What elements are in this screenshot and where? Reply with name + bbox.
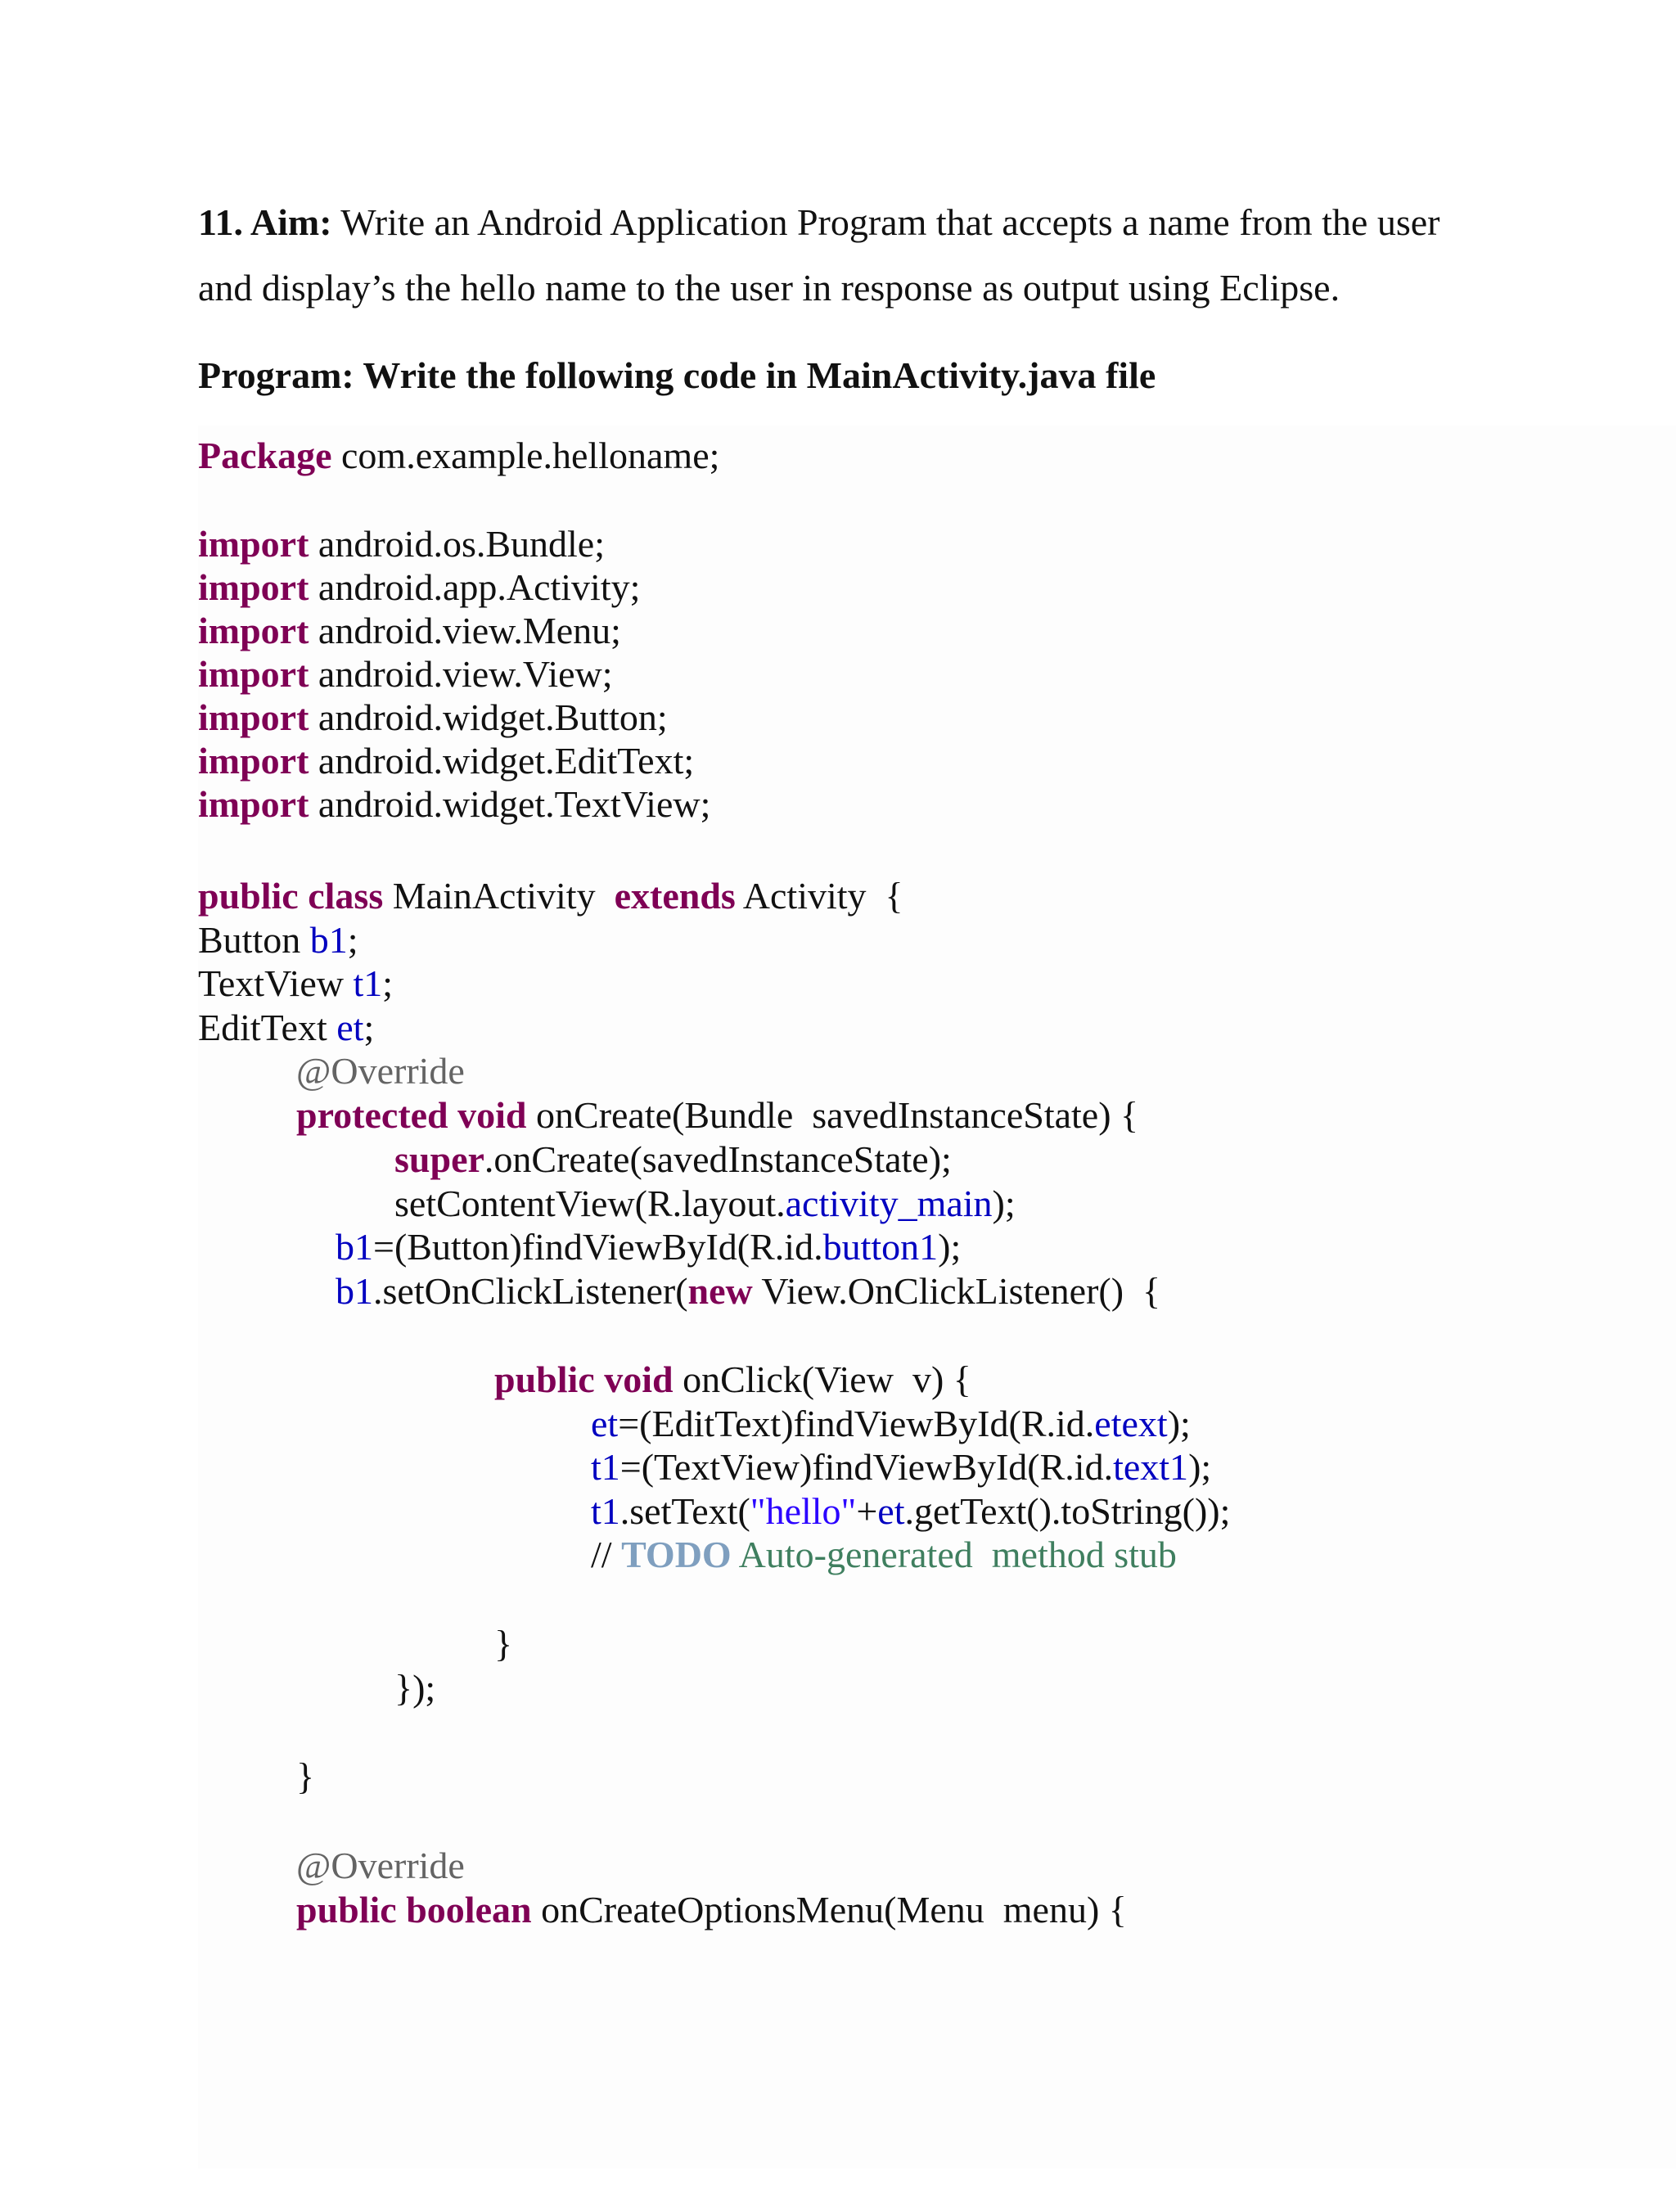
code-line-set-listener bbox=[336, 1269, 1160, 1313]
code-text: =(Button)findViewById(R.id. bbox=[373, 1226, 823, 1268]
class-name: MainActivity bbox=[383, 875, 615, 917]
super-keyword: super bbox=[394, 1138, 484, 1180]
import-path: android.widget.EditText; bbox=[309, 740, 695, 782]
import-path: android.app.Activity; bbox=[309, 566, 641, 608]
aim-text-line2: and display’s the hello name to the user in response as output using Eclipse. bbox=[198, 267, 1340, 309]
package-keyword: Package bbox=[198, 435, 332, 476]
code-line-et-assign bbox=[591, 1402, 1191, 1446]
field-ref: b1 bbox=[336, 1226, 373, 1268]
import-keyword: import bbox=[198, 566, 309, 608]
method-signature: onCreate(Bundle savedInstanceState) { bbox=[526, 1094, 1139, 1136]
aim-label: 11. Aim: bbox=[198, 201, 332, 243]
code-text: ); bbox=[938, 1226, 962, 1268]
code-text: .setOnClickListener( bbox=[373, 1270, 688, 1312]
layout-id: activity_main bbox=[785, 1183, 993, 1224]
class-parent: Activity { bbox=[735, 875, 903, 917]
code-text: ); bbox=[1188, 1446, 1212, 1488]
todo-tag: TODO bbox=[621, 1534, 732, 1575]
code-line-comment bbox=[591, 1533, 1177, 1577]
code-line-override: @Override bbox=[296, 1050, 465, 1092]
code-text: .setText( bbox=[619, 1490, 750, 1532]
semicolon: ; bbox=[347, 919, 358, 961]
resource-id: text1 bbox=[1113, 1446, 1189, 1488]
code-line-close-oncreate: } bbox=[296, 1755, 315, 1797]
aim-paragraph bbox=[198, 190, 1507, 321]
code-text: ); bbox=[992, 1183, 1016, 1224]
code-line-close-onclick: } bbox=[494, 1623, 513, 1665]
import-keyword: import bbox=[198, 610, 309, 651]
code-text: =(TextView)findViewById(R.id. bbox=[619, 1446, 1114, 1488]
modifier-keyword: public boolean bbox=[296, 1889, 532, 1930]
code-line-override: @Override bbox=[296, 1845, 465, 1886]
code-text: =(EditText)findViewById(R.id. bbox=[618, 1403, 1095, 1444]
code-line-import bbox=[198, 782, 710, 827]
code-line-field-button bbox=[198, 918, 358, 962]
field-ref: et bbox=[877, 1490, 905, 1532]
new-keyword: new bbox=[687, 1270, 753, 1312]
string-literal: "hello" bbox=[750, 1490, 857, 1532]
field-type: TextView bbox=[198, 962, 354, 1004]
code-text: .getText().toString()); bbox=[904, 1490, 1231, 1532]
code-text: + bbox=[856, 1490, 878, 1532]
code-line-field-edittext bbox=[198, 1006, 374, 1050]
import-keyword: import bbox=[198, 696, 309, 738]
code-line-settext bbox=[591, 1489, 1230, 1534]
comment-prefix: // bbox=[591, 1534, 622, 1575]
code-line-import bbox=[198, 696, 668, 740]
field-name: b1 bbox=[309, 919, 348, 961]
code-line-import bbox=[198, 739, 694, 783]
code-line-b1-assign bbox=[336, 1225, 961, 1269]
import-path: android.os.Bundle; bbox=[309, 523, 605, 565]
code-text: View.OnClickListener() { bbox=[752, 1270, 1161, 1312]
field-type: EditText bbox=[198, 1007, 337, 1048]
modifier-keyword: public void bbox=[494, 1358, 674, 1400]
class-keyword: public class bbox=[198, 875, 384, 917]
field-ref: b1 bbox=[336, 1270, 373, 1312]
field-name: t1 bbox=[353, 962, 383, 1004]
code-line-import bbox=[198, 652, 613, 696]
import-path: android.view.Menu; bbox=[309, 610, 621, 651]
code-line-oncreateoptionsmenu bbox=[296, 1888, 1127, 1932]
code-line-field-textview bbox=[198, 962, 393, 1006]
field-name: et bbox=[336, 1007, 364, 1048]
program-heading: Program: Write the following code in MainActivity.java file bbox=[198, 354, 1156, 396]
field-ref: t1 bbox=[591, 1446, 620, 1488]
super-call: .onCreate(savedInstanceState); bbox=[484, 1138, 952, 1180]
code-text: ); bbox=[1167, 1403, 1191, 1444]
semicolon: ; bbox=[382, 962, 394, 1004]
extends-keyword: extends bbox=[614, 875, 736, 917]
method-signature: onCreateOptionsMenu(Menu menu) { bbox=[531, 1889, 1127, 1930]
import-keyword: import bbox=[198, 740, 309, 782]
code-line-setcontentview bbox=[394, 1182, 1016, 1226]
code-line-package bbox=[198, 434, 719, 478]
import-keyword: import bbox=[198, 523, 309, 565]
resource-id: etext bbox=[1094, 1403, 1168, 1444]
method-signature: onClick(View v) { bbox=[673, 1358, 971, 1400]
import-path: android.widget.Button; bbox=[309, 696, 668, 738]
import-path: android.widget.TextView; bbox=[309, 783, 711, 825]
import-path: android.view.View; bbox=[309, 653, 613, 695]
field-ref: t1 bbox=[591, 1490, 620, 1532]
code-line-onclick bbox=[494, 1358, 971, 1402]
import-keyword: import bbox=[198, 783, 309, 825]
field-ref: et bbox=[591, 1403, 619, 1444]
code-line-super bbox=[394, 1138, 952, 1182]
comment-text: Auto-generated method stub bbox=[731, 1534, 1177, 1575]
modifier-keyword: protected void bbox=[296, 1094, 527, 1136]
code-line-import bbox=[198, 522, 605, 566]
code-line-oncreate bbox=[296, 1093, 1138, 1138]
semicolon: ; bbox=[363, 1007, 375, 1048]
code-line-close-listener: }); bbox=[394, 1667, 436, 1709]
resource-id: button1 bbox=[822, 1226, 939, 1268]
code-line-class-decl bbox=[198, 874, 903, 918]
field-type: Button bbox=[198, 919, 310, 961]
import-keyword: import bbox=[198, 653, 309, 695]
code-line-t1-assign bbox=[591, 1445, 1211, 1489]
package-name: com.example.helloname; bbox=[331, 435, 720, 476]
code-line-import bbox=[198, 609, 621, 653]
aim-text-line1: Write an Android Application Program that accepts a name from the user bbox=[340, 201, 1440, 243]
code-line-import bbox=[198, 565, 640, 610]
code-text: setContentView(R.layout. bbox=[394, 1183, 786, 1224]
